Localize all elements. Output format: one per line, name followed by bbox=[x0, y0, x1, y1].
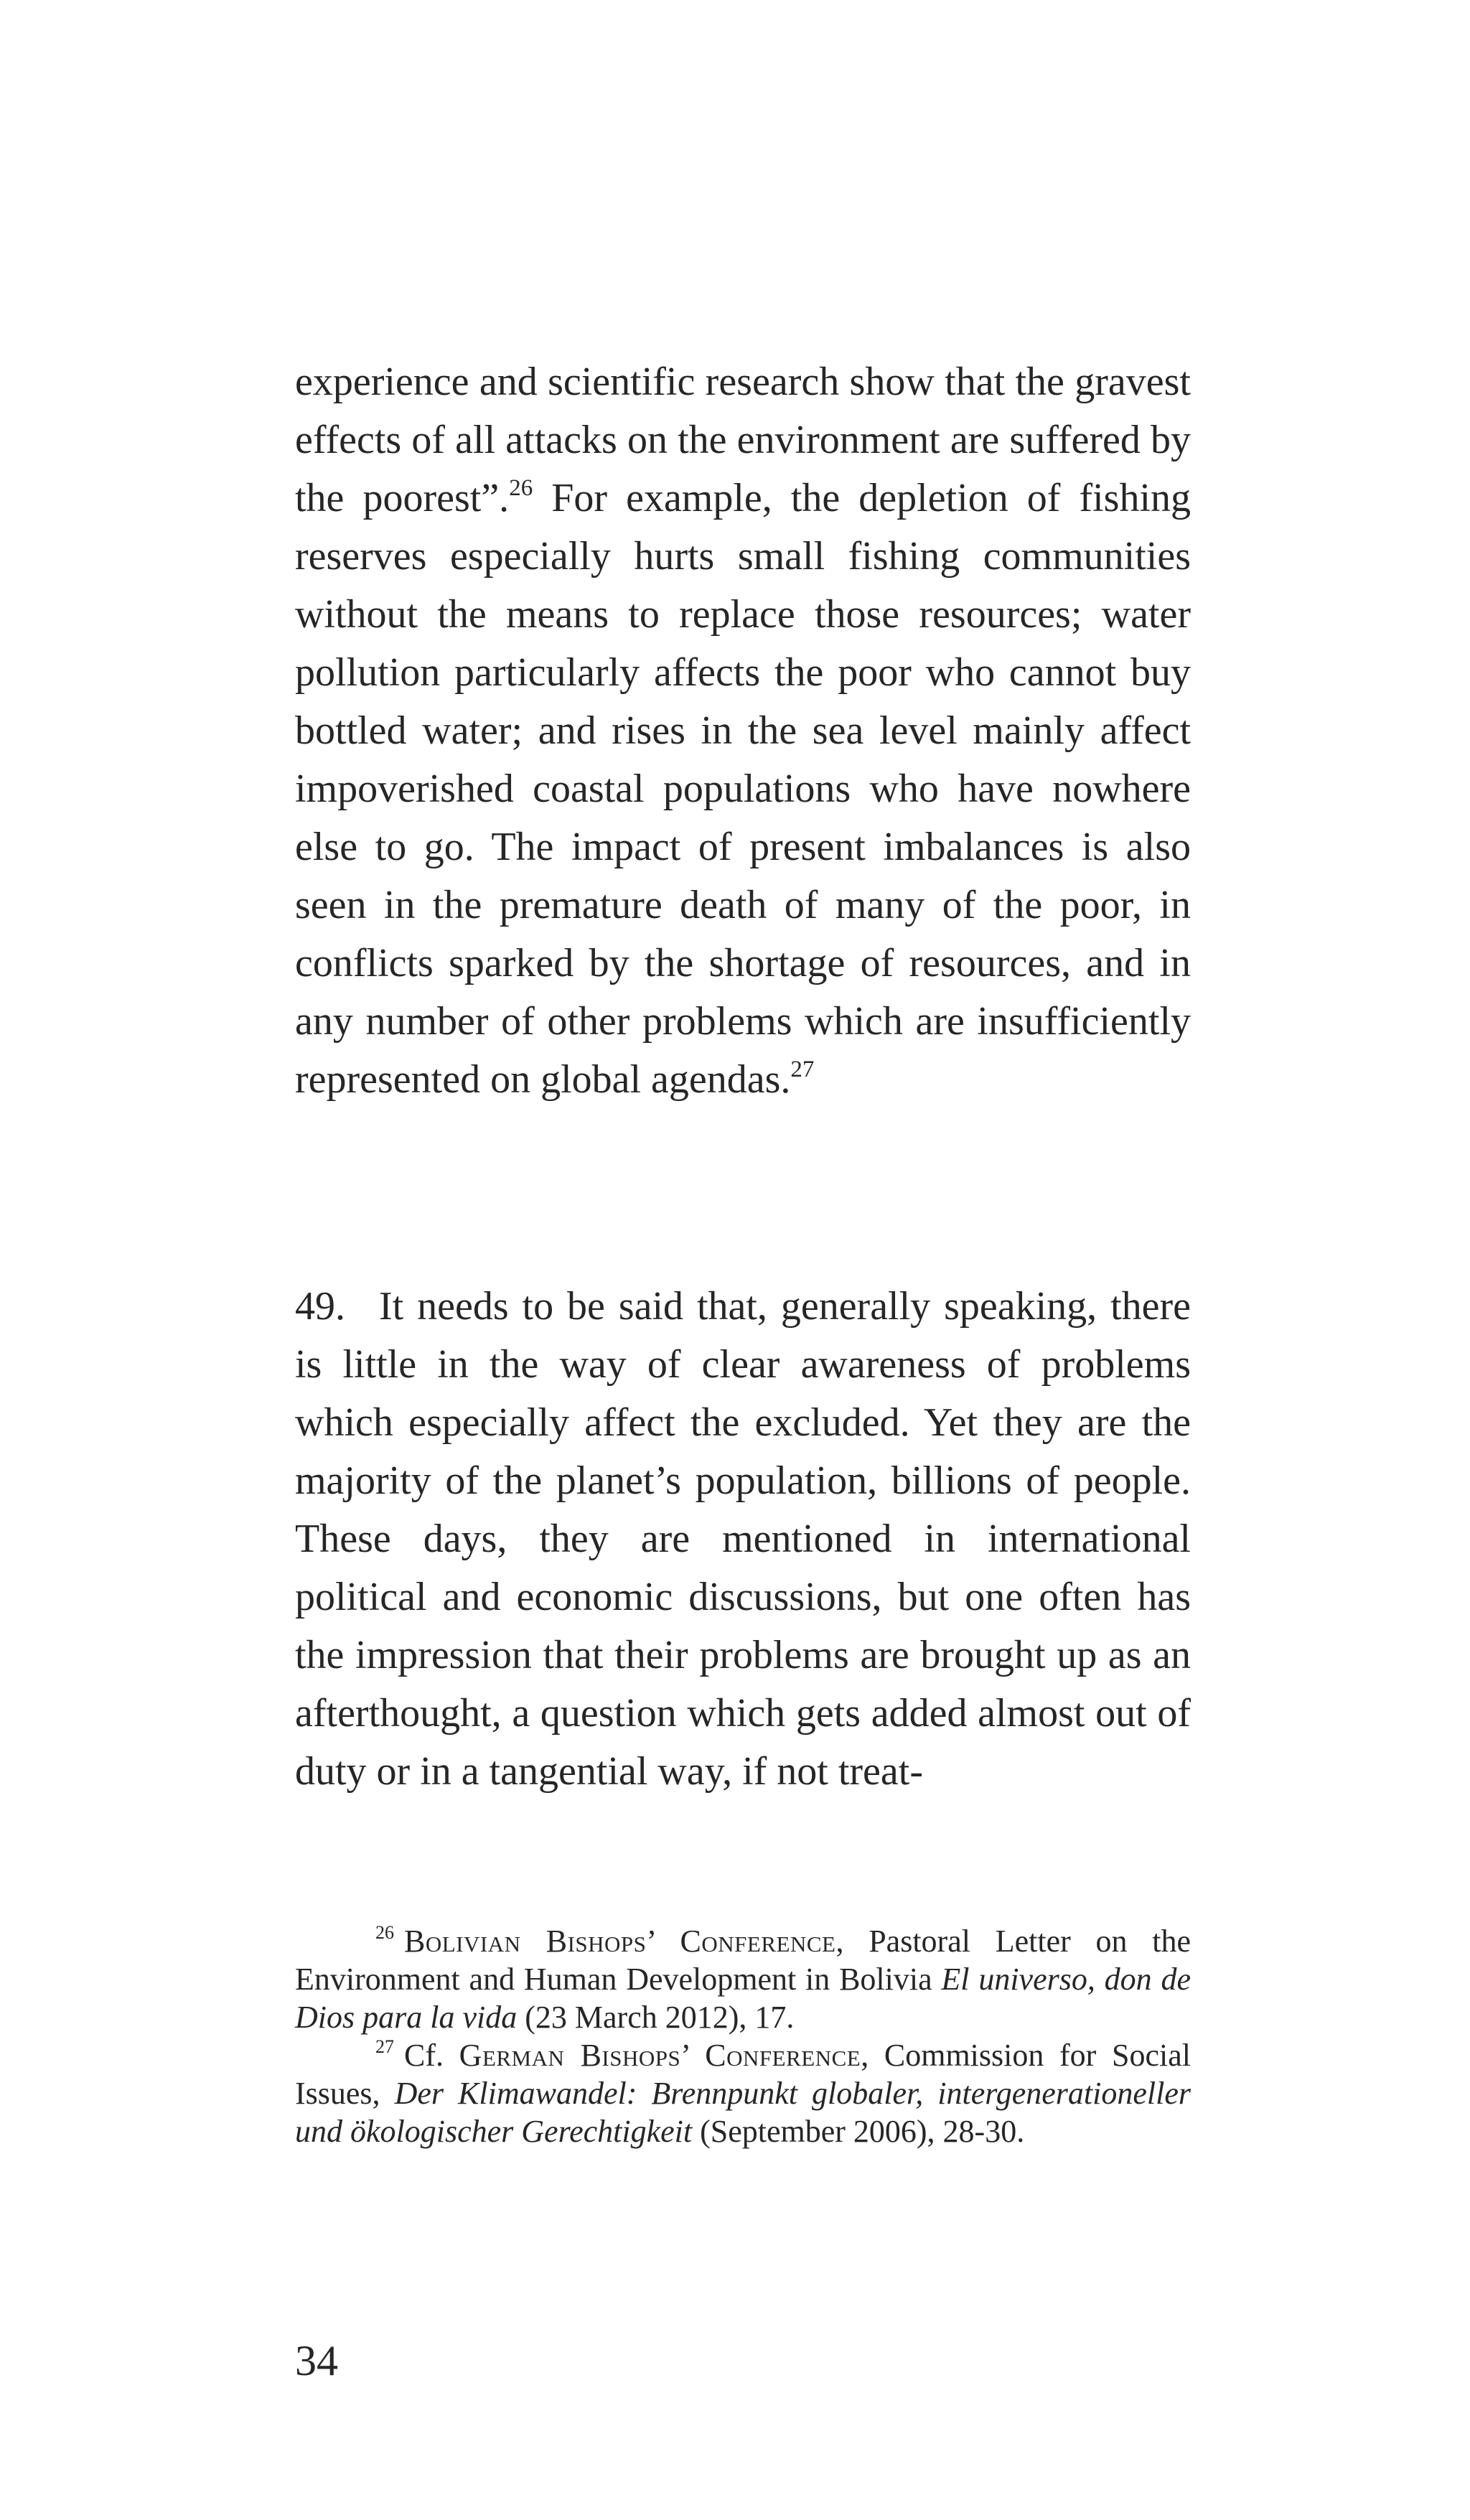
paragraph-number: 49. bbox=[295, 1284, 345, 1329]
footnote-author: German Bishops’ Conference bbox=[459, 2038, 861, 2073]
footnote-title: Der Klimawandel: Brennpunkt globaler, intergenerationeller und ökologischer Gerechtigkeit bbox=[295, 2076, 1191, 2149]
footnote-text: , Pastoral Letter on the Environment and Human Development in Bolivia bbox=[295, 1924, 1191, 1997]
footnote-text: (September 2006), 28-30. bbox=[692, 2114, 1025, 2149]
footnote-prefix: Cf. bbox=[404, 2038, 459, 2073]
footnote-reference-26: 26 bbox=[509, 475, 533, 501]
footnote-author: Bolivian Bishops’ Conference bbox=[404, 1924, 836, 1959]
footnote-27 bbox=[295, 2036, 1191, 2150]
paragraph-48-continuation bbox=[295, 353, 1191, 1109]
footnote-text: (23 March 2012), 17. bbox=[517, 2000, 795, 2035]
paragraph-49 bbox=[295, 1278, 1191, 1801]
footnote-number: 27 bbox=[375, 2036, 394, 2057]
paragraph-text: It needs to be said that, generally speaking, there is little in the way of clear awareness of problems which especially affect the excluded. Yet they are the majority of the planet’s population, billions of people. These days, they are mentioned in international political and economic discussions, but one often has the impression that their problems are brought up as an afterthought, a question which gets added almost out of duty or in a tangential way, if not treat- bbox=[295, 1284, 1191, 1794]
footnote-text: , Commission for Social Issues, bbox=[295, 2038, 1191, 2111]
footnote-title: El universo, don de Dios para la vida bbox=[295, 1962, 1191, 2035]
footnotes-section bbox=[295, 1922, 1191, 2150]
paragraph-text: experience and scientific research show that the gravest effects of all attacks on the environment are suffered by the poorest”. bbox=[295, 360, 1191, 520]
footnote-reference-27: 27 bbox=[790, 1057, 815, 1082]
footnote-number: 26 bbox=[375, 1922, 394, 1943]
page-number: 34 bbox=[295, 2337, 338, 2384]
paragraph-text: For example, the depletion of fishing reserves especially hurts small fishing communities without the means to replace those resources; water pollution particularly affects the poor who cannot buy bottled water; and rises in the sea level mainly affect impoverished coastal populations who have nowhere else to go. The impact of present imbalances is also seen in the premature death of many of the poor, in conflicts sparked by the shortage of resources, and in any number of other problems which are insufficiently represented on global agendas. bbox=[295, 476, 1192, 1102]
footnote-26 bbox=[295, 1922, 1191, 2036]
